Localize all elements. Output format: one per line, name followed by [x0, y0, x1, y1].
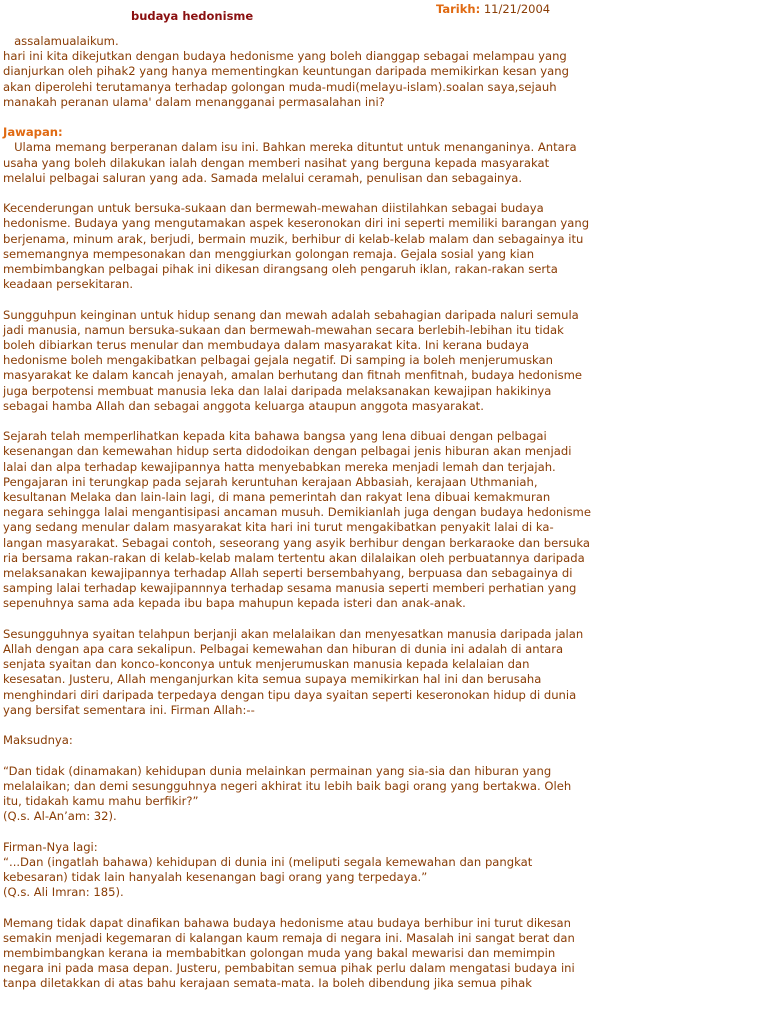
answer-paragraph-3: Sungguhpun keinginan untuk hidup senang dan mewah adalah sebahagian daripada naluri semula jadi manusia, namun bersuka-sukaan dan bermewah-mewahan secara berlebih-lebihan itu tidak boleh dibiarkan terus menular dan membudaya dalam masyarakat kita. Ini kerana budaya hedonisme boleh mengakibatkan pelbagai gejala negatif. Di samping ia boleh menjerumuskan masyarakat ke dalam kancah jenayah, amalan berhutang dan fitnah menfitnah, budaya hedonisme juga berpotensi membuat manusia leka dan lalai daripada melaksanakan kewajipan hakikinya sebagai hamba Allah dan sebagai anggota keluarga ataupun anggota masyarakat. [3, 307, 583, 413]
date-line [436, 2, 550, 16]
date-label: Tarikh: [436, 2, 481, 16]
page-title: budaya hedonisme [131, 9, 254, 23]
answer-paragraph-5: Sesungguhnya syaitan telahpun berjanji akan melalaikan dan menyesatkan manusia daripada jalan Allah dengan apa cara sekalipun. Pelbagai kemewahan dan hiburan di dunia ini adalah di antara senjata syaitan dan konco-konconya untuk menjerumuskan manusia kepada kelalaian dan kesesatan. Justeru, Allah menganjurkan kita semua supaya memikirkan hal ini dan berusaha menghindari diri daripada terpedaya dengan tipu daya syaitan seperti keseronokan hidup di dunia yang bersifat sementara ini. Firman Allah:-- [3, 626, 584, 717]
answer-paragraph-2: Kecenderungan untuk bersuka-sukaan dan bermewah-mewahan diistilahkan sebagai budaya hedonisme. Budaya yang mengutamakan aspek keseronokan diri ini seperti memiliki barangan yang berjenama, minum arak, berjudi, bermain muzik, berhibur di kelab-kelab malam dan sebagainya itu sememangnya mempesonakan dan menggiurkan golongan remaja. Gejala sosial yang kian membimbangkan pelbagai pihak ini dikesan dirangsang oleh pengaruh iklan, rakan-rakan serta keadaan persekitaran. [3, 201, 590, 292]
maksudnya-label: Maksudnya: [3, 733, 73, 748]
question-text: assalamualaikum. hari ini kita dikejutkan dengan budaya hedonisme yang boleh dianggap sebagai melampau yang dianjurkan oleh pihak2 yang hanya mementingkan keuntungan daripada memikirkan kesan yang akan diperolehi terutamanya terhadap golongan muda-mudi(melayu-islam).soalan saya,sejauh manakah peranan ulama' dalam menangganai permasalahan ini? [3, 34, 569, 109]
answer-label: Jawapan: [3, 125, 63, 140]
quran-quote-1: “Dan tidak (dinamakan) kehidupan dunia melainkan permainan yang sia-sia dan hiburan yang melalaikan; dan demi sesungguhnya negeri akhirat itu lebih baik bagi orang yang bertakwa. Oleh itu, tidakah kamu mahu berfikir?” (Q.s. Al-An’am: 32). [3, 763, 572, 824]
article-body [3, 34, 763, 992]
quran-quote-2: Firman-Nya lagi: “...Dan (ingatlah bahawa) kehidupan di dunia ini (meliputi segala kemewahan dan pangkat kebesaran) tidak lain hanyalah kesenangan bagi orang yang terpedaya.” (Q.s. Ali Imran: 185). [3, 839, 533, 900]
date-value: 11/21/2004 [483, 2, 551, 16]
answer-paragraph-6: Memang tidak dapat dinafikan bahawa budaya hedonisme atau budaya berhibur ini turut dikesan semakin menjadi kegemaran di kalangan kaum remaja di negara ini. Masalah ini sangat berat dan membimbangkan kerana ia membabitkan golongan muda yang bakal mewarisi dan memimpin negara ini pada masa depan. Justeru, pembabitan semua pihak perlu dalam mengatasi budaya ini tanpa diletakkan di atas bahu kerajaan semata-mata. Ia boleh dibendung jika semua pihak [3, 915, 575, 991]
answer-paragraph-1: Ulama memang berperanan dalam isu ini. Bahkan mereka dituntut untuk menanganinya. Antara usaha yang boleh dilakukan ialah dengan memberi nasihat yang berguna kepada masyarakat melalui pelbagai saluran yang ada. Samada melalui ceramah, penulisan dan sebagainya. [3, 140, 577, 185]
answer-paragraph-4: Sejarah telah memperlihatkan kepada kita bahawa bangsa yang lena dibuai dengan pelbagai kesenangan dan kemewahan hidup serta didodoikan dengan pelbagai jenis hiburan akan menjadi lalai dan alpa terhadap kewajipannya hatta menyebabkan mereka menjadi lemah dan terjajah. Pengajaran ini terungkap pada sejarah keruntuhan kerajaan Abbasiah, kerajaan Uthmaniah, kesultanan Melaka dan lain-lain lagi, di mana pemerintah dan rakyat lena dibuai kemakmuran negara sehingga lalai mengantisipasi ancaman musuh. Demikianlah juga dengan budaya hedonisme yang sedang menular dalam masyarakat kita hari ini turut mengakibatkan penyakit lalai di ka- langan masyarakat. Sebagai contoh, seseorang yang asyik berhibur dengan berkaraoke dan bersuka ria bersama rakan-rakan di kelab-kelab malam tertentu akan dilalaikan oleh perbuatannya daripada melaksanakan kewajipannya terhadap Allah seperti bersembahyang, berpuasa dan sebagainya di samping lalai terhadap kewajipannnya terhadap sesama manusia seperti memberi perhatian yang sepenuhnya sama ada kepada ibu bapa mahupun kepada isteri dan anak-anak. [3, 429, 591, 611]
